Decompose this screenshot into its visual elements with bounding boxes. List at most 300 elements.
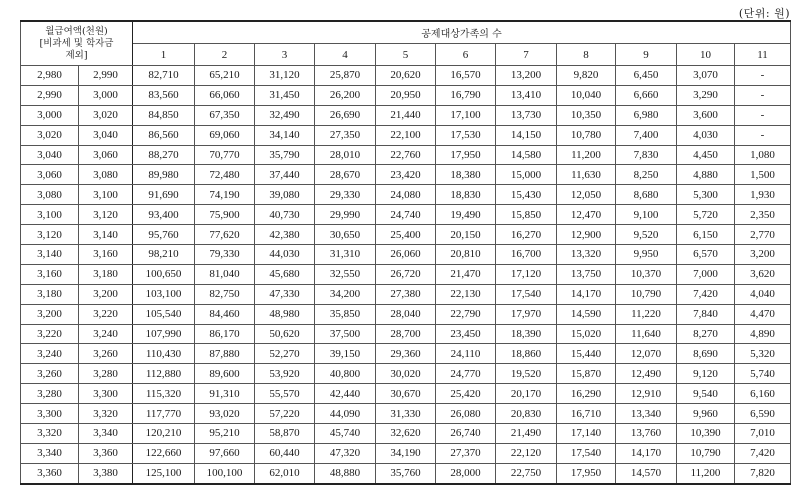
table-row bbox=[21, 443, 791, 463]
table-row bbox=[21, 324, 791, 344]
salary-from-cell: 3,360 bbox=[21, 463, 79, 483]
tax-amount-cell: 12,490 bbox=[616, 364, 677, 384]
tax-amount-cell: 11,200 bbox=[677, 463, 735, 483]
table-body bbox=[21, 66, 791, 484]
tax-amount-cell: 17,120 bbox=[496, 264, 557, 284]
tax-amount-cell: 122,660 bbox=[133, 443, 195, 463]
tax-amount-cell: 8,250 bbox=[616, 165, 677, 185]
tax-amount-cell: 87,880 bbox=[195, 344, 255, 364]
tax-amount-cell: 1,500 bbox=[735, 165, 791, 185]
tax-amount-cell: 77,620 bbox=[195, 225, 255, 245]
salary-from-cell: 3,140 bbox=[21, 245, 79, 265]
salary-to-cell: 3,060 bbox=[79, 145, 133, 165]
tax-amount-cell: 13,340 bbox=[616, 404, 677, 424]
tax-amount-cell: 4,450 bbox=[677, 145, 735, 165]
tax-amount-cell: 40,730 bbox=[255, 205, 315, 225]
tax-amount-cell: 75,900 bbox=[195, 205, 255, 225]
tax-amount-cell: 15,850 bbox=[496, 205, 557, 225]
table-row bbox=[21, 264, 791, 284]
tax-amount-cell: 62,010 bbox=[255, 463, 315, 483]
tax-amount-cell: 14,580 bbox=[496, 145, 557, 165]
salary-from-cell: 2,980 bbox=[21, 66, 79, 86]
tax-amount-cell: 105,540 bbox=[133, 304, 195, 324]
tax-amount-cell: 6,590 bbox=[735, 404, 791, 424]
tax-amount-cell: 7,420 bbox=[677, 284, 735, 304]
family-count-header: 6 bbox=[436, 44, 496, 66]
tax-amount-cell: 93,400 bbox=[133, 205, 195, 225]
tax-amount-cell: 10,790 bbox=[677, 443, 735, 463]
salary-from-cell: 3,200 bbox=[21, 304, 79, 324]
family-count-header: 11 bbox=[735, 44, 791, 66]
table-row bbox=[21, 225, 791, 245]
tax-amount-cell: 21,440 bbox=[376, 105, 436, 125]
tax-amount-cell: 11,200 bbox=[557, 145, 616, 165]
tax-amount-cell: 47,320 bbox=[315, 443, 376, 463]
table-row bbox=[21, 145, 791, 165]
tax-amount-cell: 17,540 bbox=[496, 284, 557, 304]
tax-amount-cell: 14,170 bbox=[557, 284, 616, 304]
tax-amount-cell: 16,790 bbox=[436, 85, 496, 105]
tax-amount-cell: 89,600 bbox=[195, 364, 255, 384]
tax-amount-cell: 100,100 bbox=[195, 463, 255, 483]
tax-amount-cell: 48,980 bbox=[255, 304, 315, 324]
tax-amount-cell: 9,100 bbox=[616, 205, 677, 225]
tax-amount-cell: 93,020 bbox=[195, 404, 255, 424]
tax-amount-cell: 8,270 bbox=[677, 324, 735, 344]
tax-amount-cell: 37,500 bbox=[315, 324, 376, 344]
tax-amount-cell: 3,290 bbox=[677, 85, 735, 105]
tax-amount-cell: 7,420 bbox=[735, 443, 791, 463]
tax-amount-cell: 3,200 bbox=[735, 245, 791, 265]
tax-amount-cell: 39,150 bbox=[315, 344, 376, 364]
tax-amount-cell: 26,740 bbox=[436, 424, 496, 444]
tax-amount-cell: 1,930 bbox=[735, 185, 791, 205]
withholding-tax-table bbox=[20, 20, 791, 485]
salary-from-cell: 3,040 bbox=[21, 145, 79, 165]
tax-amount-cell: 45,740 bbox=[315, 424, 376, 444]
salary-from-cell: 2,990 bbox=[21, 85, 79, 105]
tax-amount-cell: 11,220 bbox=[616, 304, 677, 324]
salary-to-cell: 3,220 bbox=[79, 304, 133, 324]
tax-amount-cell: 15,870 bbox=[557, 364, 616, 384]
salary-to-cell: 3,240 bbox=[79, 324, 133, 344]
tax-amount-cell: 15,440 bbox=[557, 344, 616, 364]
table-row bbox=[21, 66, 791, 86]
tax-amount-cell: 117,770 bbox=[133, 404, 195, 424]
tax-amount-cell: 20,150 bbox=[436, 225, 496, 245]
tax-amount-cell: 20,620 bbox=[376, 66, 436, 86]
tax-amount-cell: 103,100 bbox=[133, 284, 195, 304]
table-row bbox=[21, 384, 791, 404]
salary-from-cell: 3,060 bbox=[21, 165, 79, 185]
table-row bbox=[21, 105, 791, 125]
table-row bbox=[21, 165, 791, 185]
tax-amount-cell: 5,320 bbox=[735, 344, 791, 364]
tax-amount-cell: 39,080 bbox=[255, 185, 315, 205]
salary-to-cell: 3,340 bbox=[79, 424, 133, 444]
tax-amount-cell: 27,350 bbox=[315, 125, 376, 145]
tax-amount-cell: 24,740 bbox=[376, 205, 436, 225]
tax-amount-cell: 3,600 bbox=[677, 105, 735, 125]
tax-amount-cell: 17,950 bbox=[557, 463, 616, 483]
tax-amount-cell: 12,070 bbox=[616, 344, 677, 364]
tax-amount-cell: 16,570 bbox=[436, 66, 496, 86]
tax-amount-cell: 10,370 bbox=[616, 264, 677, 284]
tax-amount-cell: 47,330 bbox=[255, 284, 315, 304]
tax-amount-cell: 74,190 bbox=[195, 185, 255, 205]
tax-amount-cell: 26,200 bbox=[315, 85, 376, 105]
family-count-header: 2 bbox=[195, 44, 255, 66]
salary-to-cell: 3,200 bbox=[79, 284, 133, 304]
tax-amount-cell: - bbox=[735, 105, 791, 125]
tax-amount-cell: 48,880 bbox=[315, 463, 376, 483]
salary-to-cell: 3,380 bbox=[79, 463, 133, 483]
tax-amount-cell: 107,990 bbox=[133, 324, 195, 344]
lead-line-3: 제외] bbox=[65, 49, 88, 61]
tax-amount-cell: 21,490 bbox=[496, 424, 557, 444]
salary-from-cell: 3,260 bbox=[21, 364, 79, 384]
tax-amount-cell: 14,570 bbox=[616, 463, 677, 483]
tax-amount-cell: 11,640 bbox=[616, 324, 677, 344]
tax-amount-cell: 9,540 bbox=[677, 384, 735, 404]
tax-amount-cell: 31,330 bbox=[376, 404, 436, 424]
tax-amount-cell: 31,450 bbox=[255, 85, 315, 105]
header-row-family-counts bbox=[21, 44, 791, 66]
tax-amount-cell: 42,380 bbox=[255, 225, 315, 245]
tax-amount-cell: 16,290 bbox=[557, 384, 616, 404]
tax-amount-cell: 12,470 bbox=[557, 205, 616, 225]
unit-label: (단위: 원) bbox=[738, 7, 790, 20]
tax-amount-cell: 65,210 bbox=[195, 66, 255, 86]
tax-amount-cell: 55,570 bbox=[255, 384, 315, 404]
tax-amount-cell: 4,880 bbox=[677, 165, 735, 185]
tax-amount-cell: - bbox=[735, 85, 791, 105]
tax-amount-cell: 100,650 bbox=[133, 264, 195, 284]
tax-amount-cell: 83,560 bbox=[133, 85, 195, 105]
tax-amount-cell: 10,040 bbox=[557, 85, 616, 105]
tax-amount-cell: 10,350 bbox=[557, 105, 616, 125]
tax-amount-cell: 115,320 bbox=[133, 384, 195, 404]
tax-amount-cell: 32,620 bbox=[376, 424, 436, 444]
tax-amount-cell: 26,690 bbox=[315, 105, 376, 125]
tax-amount-cell: 30,670 bbox=[376, 384, 436, 404]
table-row bbox=[21, 304, 791, 324]
tax-amount-cell: 95,760 bbox=[133, 225, 195, 245]
tax-amount-cell: 81,040 bbox=[195, 264, 255, 284]
tax-amount-cell: 5,720 bbox=[677, 205, 735, 225]
tax-amount-cell: 13,320 bbox=[557, 245, 616, 265]
tax-amount-cell: 29,330 bbox=[315, 185, 376, 205]
tax-amount-cell: 6,660 bbox=[616, 85, 677, 105]
table-row bbox=[21, 424, 791, 444]
tax-amount-cell: 21,470 bbox=[436, 264, 496, 284]
header-row-group bbox=[21, 21, 791, 44]
tax-amount-cell: 22,100 bbox=[376, 125, 436, 145]
tax-amount-cell: 19,490 bbox=[436, 205, 496, 225]
family-count-header: 1 bbox=[133, 44, 195, 66]
salary-to-cell: 3,260 bbox=[79, 344, 133, 364]
tax-amount-cell: 16,710 bbox=[557, 404, 616, 424]
tax-amount-cell: 84,460 bbox=[195, 304, 255, 324]
tax-amount-cell: 25,400 bbox=[376, 225, 436, 245]
tax-amount-cell: 40,800 bbox=[315, 364, 376, 384]
table-row bbox=[21, 404, 791, 424]
tax-amount-cell: 4,890 bbox=[735, 324, 791, 344]
tax-amount-cell: 91,310 bbox=[195, 384, 255, 404]
tax-amount-cell: 13,750 bbox=[557, 264, 616, 284]
tax-amount-cell: 88,270 bbox=[133, 145, 195, 165]
tax-amount-cell: 28,000 bbox=[436, 463, 496, 483]
tax-amount-cell: - bbox=[735, 125, 791, 145]
family-count-header: 4 bbox=[315, 44, 376, 66]
salary-from-cell: 3,180 bbox=[21, 284, 79, 304]
tax-amount-cell: 17,950 bbox=[436, 145, 496, 165]
tax-amount-cell: 1,080 bbox=[735, 145, 791, 165]
tax-amount-cell: 18,860 bbox=[496, 344, 557, 364]
tax-amount-cell: 82,750 bbox=[195, 284, 255, 304]
tax-amount-cell: 45,680 bbox=[255, 264, 315, 284]
tax-amount-cell: 4,040 bbox=[735, 284, 791, 304]
tax-amount-cell: 120,210 bbox=[133, 424, 195, 444]
tax-amount-cell: 37,440 bbox=[255, 165, 315, 185]
tax-amount-cell: 60,440 bbox=[255, 443, 315, 463]
tax-amount-cell: 110,430 bbox=[133, 344, 195, 364]
salary-to-cell: 3,300 bbox=[79, 384, 133, 404]
tax-amount-cell: 16,270 bbox=[496, 225, 557, 245]
salary-from-cell: 3,160 bbox=[21, 264, 79, 284]
tax-amount-cell: 25,420 bbox=[436, 384, 496, 404]
tax-amount-cell: 125,100 bbox=[133, 463, 195, 483]
tax-amount-cell: 31,120 bbox=[255, 66, 315, 86]
tax-amount-cell: 12,910 bbox=[616, 384, 677, 404]
salary-from-cell: 3,000 bbox=[21, 105, 79, 125]
tax-amount-cell: 3,620 bbox=[735, 264, 791, 284]
tax-amount-cell: 23,450 bbox=[436, 324, 496, 344]
tax-amount-cell: 70,770 bbox=[195, 145, 255, 165]
tax-amount-cell: 22,120 bbox=[496, 443, 557, 463]
table-row bbox=[21, 185, 791, 205]
table-row bbox=[21, 245, 791, 265]
tax-amount-cell: 10,780 bbox=[557, 125, 616, 145]
tax-amount-cell: 32,550 bbox=[315, 264, 376, 284]
tax-amount-cell: 50,620 bbox=[255, 324, 315, 344]
tax-amount-cell: 66,060 bbox=[195, 85, 255, 105]
tax-amount-cell: 9,120 bbox=[677, 364, 735, 384]
salary-to-cell: 3,320 bbox=[79, 404, 133, 424]
tax-amount-cell: 22,790 bbox=[436, 304, 496, 324]
salary-to-cell: 3,140 bbox=[79, 225, 133, 245]
table-row bbox=[21, 125, 791, 145]
tax-amount-cell: 29,360 bbox=[376, 344, 436, 364]
salary-from-cell: 3,240 bbox=[21, 344, 79, 364]
family-count-header: 9 bbox=[616, 44, 677, 66]
tax-amount-cell: 5,300 bbox=[677, 185, 735, 205]
salary-from-cell: 3,120 bbox=[21, 225, 79, 245]
tax-amount-cell: 15,430 bbox=[496, 185, 557, 205]
tax-amount-cell: 18,380 bbox=[436, 165, 496, 185]
tax-amount-cell: 24,080 bbox=[376, 185, 436, 205]
tax-amount-cell: 86,560 bbox=[133, 125, 195, 145]
tax-amount-cell: 69,060 bbox=[195, 125, 255, 145]
tax-amount-cell: 89,980 bbox=[133, 165, 195, 185]
tax-amount-cell: 52,270 bbox=[255, 344, 315, 364]
tax-amount-cell: 14,590 bbox=[557, 304, 616, 324]
tax-amount-cell: 13,730 bbox=[496, 105, 557, 125]
tax-amount-cell: 11,630 bbox=[557, 165, 616, 185]
lead-line-2: [비과세 및 학자금 bbox=[39, 37, 114, 49]
tax-amount-cell: 34,200 bbox=[315, 284, 376, 304]
tax-amount-cell: 84,850 bbox=[133, 105, 195, 125]
tax-amount-cell: 29,990 bbox=[315, 205, 376, 225]
tax-amount-cell: 30,020 bbox=[376, 364, 436, 384]
tax-amount-cell: 82,710 bbox=[133, 66, 195, 86]
tax-amount-cell: 72,480 bbox=[195, 165, 255, 185]
tax-amount-cell: 27,380 bbox=[376, 284, 436, 304]
tax-amount-cell: 25,870 bbox=[315, 66, 376, 86]
table-row bbox=[21, 463, 791, 483]
tax-amount-cell: 35,790 bbox=[255, 145, 315, 165]
tax-amount-cell: 8,680 bbox=[616, 185, 677, 205]
tax-amount-cell: 20,170 bbox=[496, 384, 557, 404]
tax-amount-cell: 22,130 bbox=[436, 284, 496, 304]
tax-amount-cell: 26,060 bbox=[376, 245, 436, 265]
tax-amount-cell: 20,950 bbox=[376, 85, 436, 105]
tax-amount-cell: 13,760 bbox=[616, 424, 677, 444]
tax-amount-cell: 44,090 bbox=[315, 404, 376, 424]
tax-amount-cell: 7,820 bbox=[735, 463, 791, 483]
tax-amount-cell: 10,390 bbox=[677, 424, 735, 444]
tax-amount-cell: 26,720 bbox=[376, 264, 436, 284]
salary-to-cell: 3,360 bbox=[79, 443, 133, 463]
tax-amount-cell: 17,970 bbox=[496, 304, 557, 324]
salary-from-cell: 3,080 bbox=[21, 185, 79, 205]
salary-to-cell: 3,000 bbox=[79, 85, 133, 105]
tax-amount-cell: 7,010 bbox=[735, 424, 791, 444]
salary-from-cell: 3,280 bbox=[21, 384, 79, 404]
tax-amount-cell: 3,070 bbox=[677, 66, 735, 86]
tax-amount-cell: 28,040 bbox=[376, 304, 436, 324]
salary-to-cell: 3,100 bbox=[79, 185, 133, 205]
tax-amount-cell: 7,000 bbox=[677, 264, 735, 284]
family-count-header: 3 bbox=[255, 44, 315, 66]
tax-amount-cell: 112,880 bbox=[133, 364, 195, 384]
tax-amount-cell: 12,900 bbox=[557, 225, 616, 245]
tax-amount-cell: 10,790 bbox=[616, 284, 677, 304]
tax-amount-cell: 27,370 bbox=[436, 443, 496, 463]
tax-amount-cell: 14,150 bbox=[496, 125, 557, 145]
monthly-salary-header bbox=[21, 21, 133, 66]
tax-amount-cell: 53,920 bbox=[255, 364, 315, 384]
tax-amount-cell: 9,520 bbox=[616, 225, 677, 245]
table-row bbox=[21, 85, 791, 105]
family-count-header: 5 bbox=[376, 44, 436, 66]
salary-to-cell: 3,120 bbox=[79, 205, 133, 225]
tax-amount-cell: 28,010 bbox=[315, 145, 376, 165]
salary-to-cell: 2,990 bbox=[79, 66, 133, 86]
tax-amount-cell: 26,080 bbox=[436, 404, 496, 424]
salary-to-cell: 3,160 bbox=[79, 245, 133, 265]
tax-amount-cell: 12,050 bbox=[557, 185, 616, 205]
tax-amount-cell: - bbox=[735, 66, 791, 86]
tax-amount-cell: 35,760 bbox=[376, 463, 436, 483]
tax-amount-cell: 34,190 bbox=[376, 443, 436, 463]
tax-amount-cell: 8,690 bbox=[677, 344, 735, 364]
tax-amount-cell: 95,210 bbox=[195, 424, 255, 444]
tax-amount-cell: 4,030 bbox=[677, 125, 735, 145]
tax-amount-cell: 17,140 bbox=[557, 424, 616, 444]
tax-amount-cell: 5,740 bbox=[735, 364, 791, 384]
tax-amount-cell: 4,470 bbox=[735, 304, 791, 324]
salary-from-cell: 3,020 bbox=[21, 125, 79, 145]
family-count-header: 7 bbox=[496, 44, 557, 66]
tax-amount-cell: 9,960 bbox=[677, 404, 735, 424]
tax-amount-cell: 31,310 bbox=[315, 245, 376, 265]
tax-amount-cell: 7,400 bbox=[616, 125, 677, 145]
tax-amount-cell: 32,490 bbox=[255, 105, 315, 125]
tax-amount-cell: 17,100 bbox=[436, 105, 496, 125]
tax-amount-cell: 20,830 bbox=[496, 404, 557, 424]
tax-amount-cell: 24,110 bbox=[436, 344, 496, 364]
table-row bbox=[21, 284, 791, 304]
tax-amount-cell: 67,350 bbox=[195, 105, 255, 125]
tax-amount-cell: 28,700 bbox=[376, 324, 436, 344]
tax-amount-cell: 15,000 bbox=[496, 165, 557, 185]
tax-amount-cell: 58,870 bbox=[255, 424, 315, 444]
tax-amount-cell: 6,980 bbox=[616, 105, 677, 125]
tax-amount-cell: 24,770 bbox=[436, 364, 496, 384]
tax-amount-cell: 86,170 bbox=[195, 324, 255, 344]
tax-amount-cell: 57,220 bbox=[255, 404, 315, 424]
salary-to-cell: 3,280 bbox=[79, 364, 133, 384]
tax-amount-cell: 22,760 bbox=[376, 145, 436, 165]
table-row bbox=[21, 344, 791, 364]
tax-amount-cell: 2,770 bbox=[735, 225, 791, 245]
family-count-group-header: 공제대상가족의 수 bbox=[133, 21, 791, 44]
tax-amount-cell: 15,020 bbox=[557, 324, 616, 344]
salary-to-cell: 3,180 bbox=[79, 264, 133, 284]
family-count-header: 8 bbox=[557, 44, 616, 66]
tax-amount-cell: 18,830 bbox=[436, 185, 496, 205]
lead-line-1: 월급여액(천원) bbox=[45, 25, 108, 37]
tax-amount-cell: 6,450 bbox=[616, 66, 677, 86]
tax-amount-cell: 22,750 bbox=[496, 463, 557, 483]
salary-to-cell: 3,080 bbox=[79, 165, 133, 185]
tax-amount-cell: 6,150 bbox=[677, 225, 735, 245]
salary-from-cell: 3,100 bbox=[21, 205, 79, 225]
tax-amount-cell: 6,570 bbox=[677, 245, 735, 265]
salary-to-cell: 3,040 bbox=[79, 125, 133, 145]
tax-amount-cell: 91,690 bbox=[133, 185, 195, 205]
table-row bbox=[21, 364, 791, 384]
tax-amount-cell: 18,390 bbox=[496, 324, 557, 344]
tax-amount-cell: 30,650 bbox=[315, 225, 376, 245]
salary-from-cell: 3,220 bbox=[21, 324, 79, 344]
tax-amount-cell: 19,520 bbox=[496, 364, 557, 384]
tax-amount-cell: 28,670 bbox=[315, 165, 376, 185]
tax-amount-cell: 17,530 bbox=[436, 125, 496, 145]
tax-amount-cell: 13,410 bbox=[496, 85, 557, 105]
salary-from-cell: 3,300 bbox=[21, 404, 79, 424]
tax-amount-cell: 23,420 bbox=[376, 165, 436, 185]
salary-to-cell: 3,020 bbox=[79, 105, 133, 125]
tax-amount-cell: 97,660 bbox=[195, 443, 255, 463]
tax-amount-cell: 98,210 bbox=[133, 245, 195, 265]
tax-amount-cell: 7,840 bbox=[677, 304, 735, 324]
tax-amount-cell: 13,200 bbox=[496, 66, 557, 86]
family-count-header: 10 bbox=[677, 44, 735, 66]
tax-amount-cell: 44,030 bbox=[255, 245, 315, 265]
tax-amount-cell: 20,810 bbox=[436, 245, 496, 265]
